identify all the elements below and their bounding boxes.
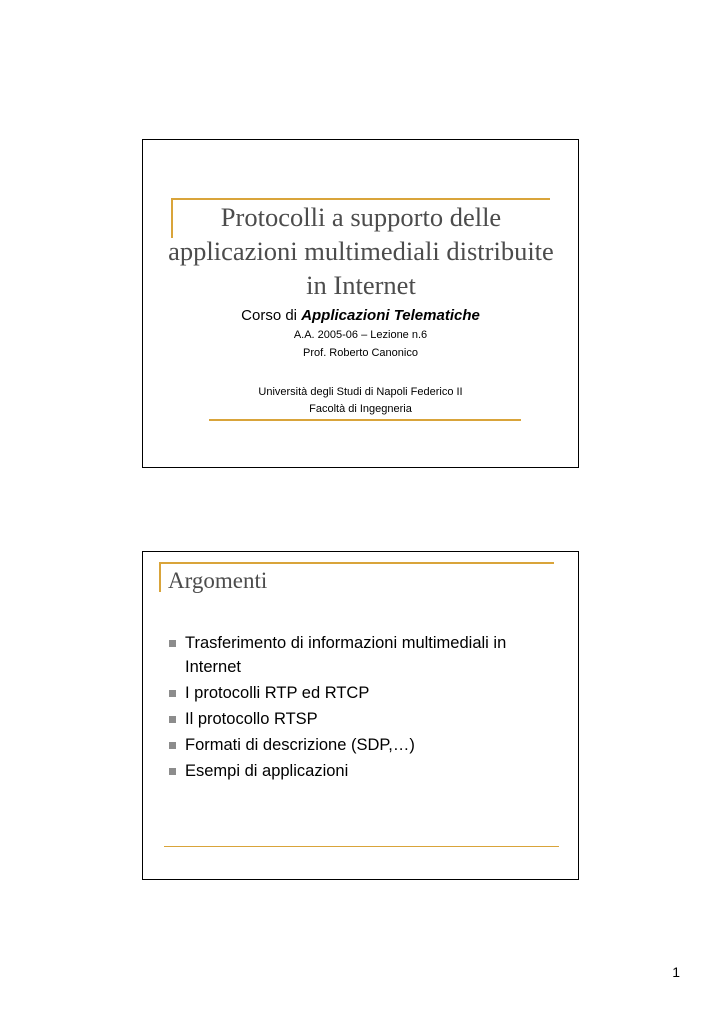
page-number: 1 — [672, 964, 680, 980]
list-item — [169, 707, 559, 731]
square-bullet-icon — [169, 742, 176, 749]
list-item-text: Formati di descrizione (SDP,…) — [185, 736, 415, 754]
slide-agenda — [142, 551, 579, 880]
faculty-name: Facoltà di Ingegneria — [309, 403, 412, 415]
course-name: Applicazioni Telematiche — [301, 307, 480, 324]
slide-title — [142, 139, 579, 468]
course-prefix: Corso di — [241, 307, 298, 324]
course-line — [143, 306, 578, 326]
academic-year: A.A. 2005-06 – Lezione n.6 — [293, 329, 428, 341]
bottom-accent-rule — [164, 846, 559, 847]
list-item-text: Esempi di applicazioni — [185, 762, 349, 780]
square-bullet-icon — [169, 640, 176, 647]
slide-title-text: Protocolli a supporto delle applicazioni multimediali distribuite in Internet — [168, 202, 554, 300]
list-item — [169, 681, 559, 705]
list-item-text: I protocolli RTP ed RTCP — [185, 684, 370, 702]
list-item — [169, 733, 559, 757]
list-item — [169, 759, 559, 783]
agenda-title: Argomenti — [168, 568, 268, 593]
list-item — [169, 631, 559, 679]
university-name: Università degli Studi di Napoli Federico II — [258, 386, 463, 398]
square-bullet-icon — [169, 716, 176, 723]
list-item-text: Il protocollo RTSP — [185, 710, 318, 728]
bullet-list — [169, 631, 559, 785]
professor-name: Prof. Roberto Canonico — [303, 347, 418, 359]
square-bullet-icon — [169, 690, 176, 697]
bottom-accent-rule — [209, 419, 521, 421]
square-bullet-icon — [169, 768, 176, 775]
list-item-text: Trasferimento di informazioni multimediali in Internet — [185, 634, 507, 676]
